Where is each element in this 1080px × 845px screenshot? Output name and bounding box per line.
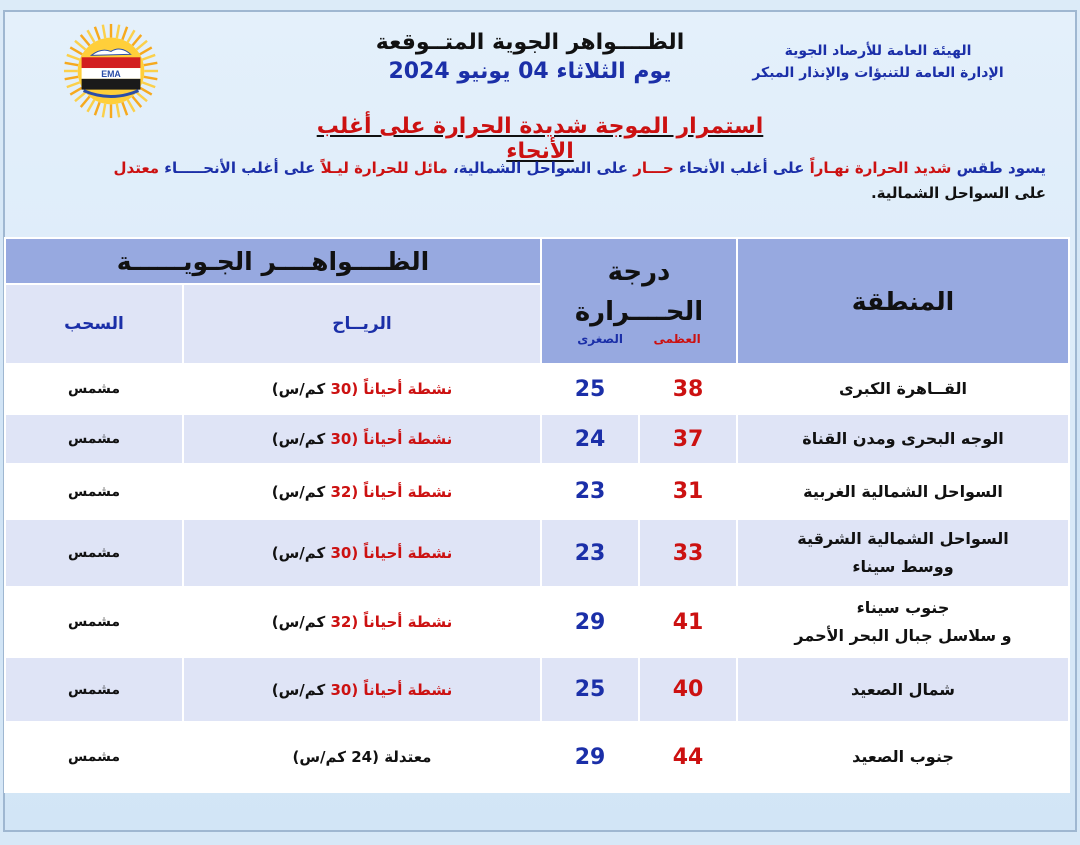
table-row: [5, 519, 1069, 587]
region-name-line-2: ووسط سيناء: [852, 557, 954, 576]
region-name: السواحل الشمالية الشرقية: [797, 529, 1009, 548]
header-temp-subcols: [542, 332, 736, 360]
ema-logo-icon: [62, 22, 160, 120]
table-row: [5, 414, 1069, 464]
region-cell: [737, 722, 1069, 792]
sun-ray: [142, 82, 155, 87]
wind-unit: كم/س): [271, 430, 331, 448]
sun-ray: [144, 63, 158, 65]
temp-min-cell: 25: [541, 364, 639, 414]
sun-ray: [128, 100, 135, 112]
sun-ray: [122, 102, 127, 115]
summary-part: على السواحل الشمالية.: [870, 184, 1046, 202]
sun-ray: [81, 97, 90, 108]
sun-ray: [142, 55, 155, 60]
sun-ray: [65, 77, 79, 79]
sun-ray: [95, 102, 100, 115]
wind-unit: كم/س): [271, 380, 331, 398]
page-title: الظــــواهر الجوية المتــوقعة: [375, 30, 685, 55]
agency-name: [718, 40, 1038, 84]
region-name: القــاهرة الكبرى: [839, 379, 967, 398]
sun-ray: [103, 104, 105, 118]
table-row: [5, 722, 1069, 792]
temp-max-cell: 40: [639, 657, 737, 722]
clouds-cell: مشمس: [5, 722, 183, 792]
region-cell: [737, 519, 1069, 587]
temp-max-cell: 44: [639, 722, 737, 792]
wind-unit: كم/س): [271, 482, 331, 501]
sun-ray: [122, 27, 127, 40]
temp-max-cell: 41: [639, 587, 737, 657]
agency-line-1: الهيئة العامة للأرصاد الجوية: [784, 43, 972, 59]
header-temp-line-1: درجة: [607, 257, 671, 287]
sun-ray: [144, 77, 158, 79]
sun-ray: [132, 35, 141, 46]
summary-text: [96, 156, 1046, 206]
header-temperature: [541, 238, 737, 364]
table-row: [5, 464, 1069, 519]
sun-ray: [67, 82, 80, 87]
clouds-cell: مشمس: [5, 364, 183, 414]
wind-cell: [183, 657, 541, 722]
temp-min-cell: 25: [541, 657, 639, 722]
clouds-cell: مشمس: [5, 657, 183, 722]
sun-ray: [132, 97, 141, 108]
region-name: جنوب سيناء: [856, 598, 950, 617]
region-name: جنوب الصعيد: [852, 747, 954, 766]
temp-max-cell: 33: [639, 519, 737, 587]
sun-ray: [81, 35, 90, 46]
forecast-date: يوم الثلاثاء 04 يونيو 2024: [388, 59, 672, 84]
header-clouds: السحب: [5, 284, 183, 364]
temp-max-cell: 38: [639, 364, 737, 414]
summary-part: شديد الحرارة نهـاراً: [809, 159, 952, 177]
forecast-table: [4, 237, 1070, 793]
sun-ray: [95, 27, 100, 40]
region-cell: [737, 414, 1069, 464]
sun-ray: [117, 25, 119, 39]
header-temp-line-2: الحــــرارة: [574, 297, 704, 327]
sun-ray: [117, 104, 119, 118]
summary-part: على السواحل الشمالية،: [447, 159, 634, 177]
sun-ray: [75, 41, 86, 50]
sun-ray: [140, 47, 152, 54]
clouds-cell: مشمس: [5, 587, 183, 657]
header-weather: الظــــواهــــر الجـويــــــة: [5, 238, 541, 284]
region-cell: [737, 364, 1069, 414]
sun-ray: [103, 25, 105, 39]
headline: استمرار الموجة شديدة الحرارة على أغلب الأنحاء: [316, 114, 764, 164]
wind-unit: معتدلة (24 كم/س): [292, 748, 432, 766]
wind-cell: [183, 587, 541, 657]
header-temperature-title: [542, 242, 736, 332]
clouds-cell: مشمس: [5, 414, 183, 464]
summary-part: يسود طقس: [951, 159, 1046, 177]
header-wind: الريــاح: [183, 284, 541, 364]
logo-text: EMA: [101, 68, 121, 79]
header-region: المنطقة: [737, 238, 1069, 364]
sun-ray: [87, 100, 94, 112]
table-body: [5, 364, 1069, 792]
sun-ray: [70, 88, 82, 95]
header-temp-max: العظمى: [653, 332, 701, 346]
wind-cell: [183, 722, 541, 792]
sun-ray: [87, 30, 94, 42]
sun-ray: [128, 30, 135, 42]
wind-value: نشطة أحياناً (30: [330, 430, 453, 448]
temp-min-cell: 29: [541, 722, 639, 792]
sun-ray: [137, 92, 148, 101]
summary-part: مائل للحرارة ليـلاً: [320, 159, 448, 177]
clouds-cell: مشمس: [5, 519, 183, 587]
table-row: [5, 587, 1069, 657]
wind-value: نشطة أحياناً (30: [330, 680, 453, 699]
sun-ray: [137, 41, 148, 50]
temp-min-cell: 29: [541, 587, 639, 657]
region-name: السواحل الشمالية الغربية: [803, 481, 1003, 501]
summary-part: معتدل: [113, 159, 160, 177]
region-name-line-2: و سلاسل جبال البحر الأحمر: [794, 626, 1012, 645]
wind-value: نشطة أحياناً (30: [330, 380, 453, 398]
sun-ray: [75, 92, 86, 101]
sun-ray: [67, 55, 80, 60]
sun-ray: [65, 63, 79, 65]
summary-part: حـــار: [633, 159, 674, 177]
temp-min-cell: 23: [541, 464, 639, 519]
region-name: شمال الصعيد: [851, 679, 955, 699]
header-temp-min: الصغرى: [577, 332, 623, 346]
table-row: [5, 657, 1069, 722]
wind-value: نشطة أحياناً (32: [330, 613, 453, 631]
wind-cell: [183, 464, 541, 519]
temp-max-cell: 37: [639, 414, 737, 464]
header: [330, 30, 730, 84]
region-name: الوجه البحرى ومدن القناة: [802, 429, 1004, 448]
temp-max-cell: 31: [639, 464, 737, 519]
wind-unit: كم/س): [271, 613, 331, 631]
temp-min-cell: 24: [541, 414, 639, 464]
region-cell: [737, 587, 1069, 657]
sun-ray: [70, 47, 82, 54]
wind-unit: كم/س): [271, 680, 331, 699]
temp-min-cell: 23: [541, 519, 639, 587]
wind-value: نشطة أحياناً (30: [330, 544, 453, 562]
summary-part: على أغلب الأنحـــــاء: [159, 159, 321, 177]
wind-value: نشطة أحياناً (32: [330, 482, 453, 501]
agency-line-2: الإدارة العامة للتنبؤات والإنذار المبكر: [752, 65, 1004, 81]
clouds-cell: مشمس: [5, 464, 183, 519]
table-row: [5, 364, 1069, 414]
wind-cell: [183, 414, 541, 464]
region-cell: [737, 464, 1069, 519]
wind-cell: [183, 364, 541, 414]
region-cell: [737, 657, 1069, 722]
summary-part: على أغلب الأنحاء: [673, 159, 810, 177]
sun-ray: [140, 88, 152, 95]
wind-unit: كم/س): [271, 544, 331, 562]
wind-cell: [183, 519, 541, 587]
